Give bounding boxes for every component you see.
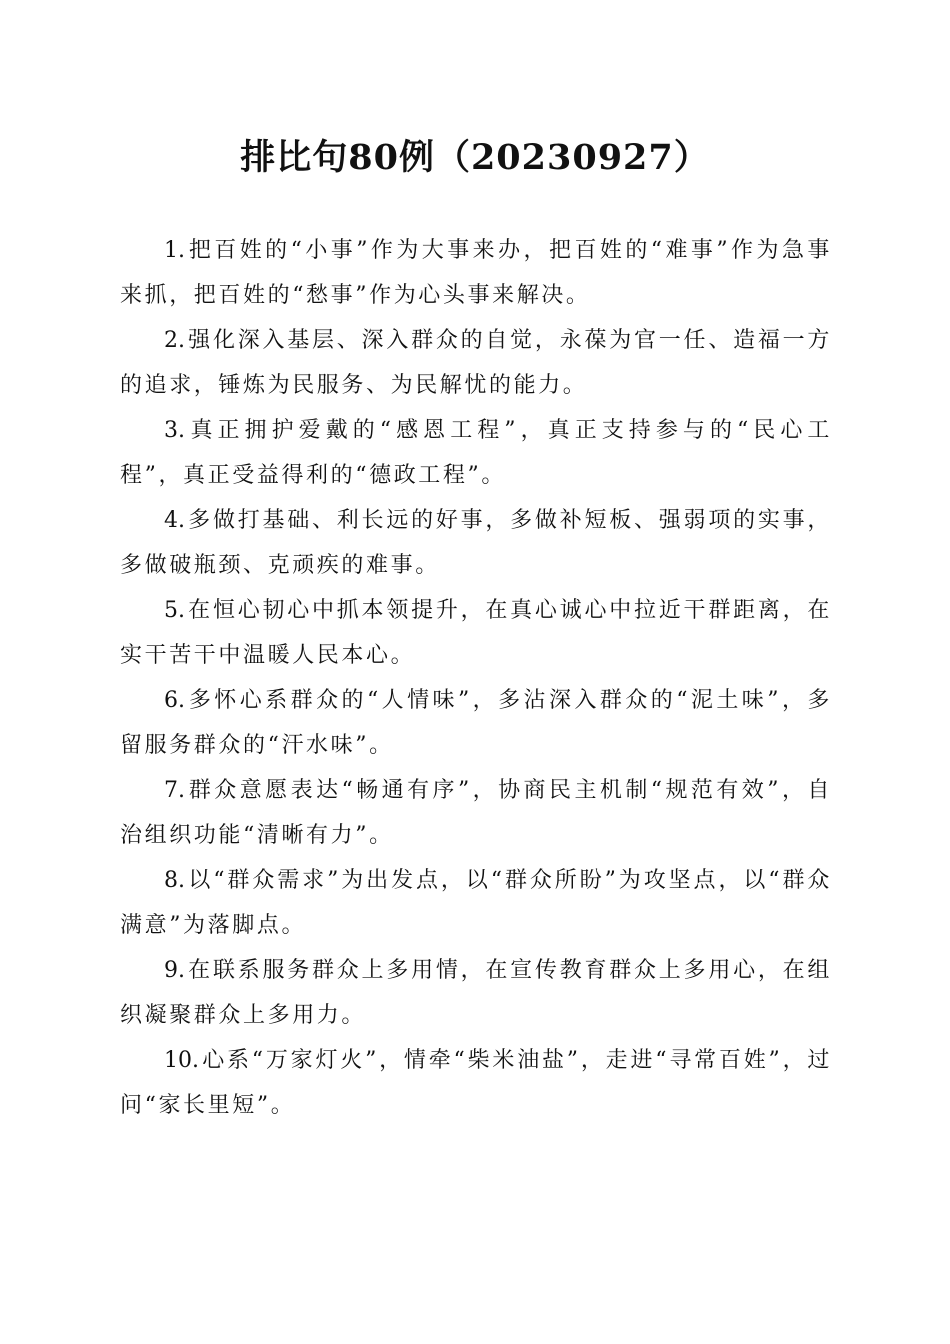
paragraph [120,498,832,588]
paragraph [120,318,832,408]
paragraph [120,858,832,948]
paragraph [120,588,832,678]
paragraph-number: 2. [164,328,185,353]
paragraph-number: 3. [164,418,185,443]
document-title: 排比句80例（20230927） [240,137,710,178]
document-body [120,228,832,1128]
paragraph-text: 把百姓的“小事”作为大事来办，把百姓的“难事”作为急事来抓，把百姓的“愁事”作为心头事来解决。 [120,238,832,308]
paragraph-number: 8. [164,868,185,893]
paragraph [120,678,832,768]
paragraph [120,1038,832,1128]
paragraph-text: 强化深入基层、深入群众的自觉，永葆为官一任、造福一方的追求，锤炼为民服务、为民解忧的能力。 [120,328,832,398]
paragraph-number: 10. [164,1048,199,1073]
paragraph [120,768,832,858]
paragraph-number: 6. [164,688,185,713]
paragraph [120,228,832,318]
paragraph-number: 4. [164,508,185,533]
paragraph-text: 真正拥护爱戴的“感恩工程”，真正支持参与的“民心工程”，真正受益得利的“德政工程”。 [120,418,832,488]
paragraph [120,948,832,1038]
paragraph-number: 7. [164,778,185,803]
paragraph-text: 多做打基础、利长远的好事，多做补短板、强弱项的实事，多做破瓶颈、克顽疾的难事。 [120,508,832,578]
paragraph-number: 9. [164,958,185,983]
paragraph [120,408,832,498]
paragraph-text: 群众意愿表达“畅通有序”，协商民主机制“规范有效”，自治组织功能“清晰有力”。 [120,778,832,848]
paragraph-text: 心系“万家灯火”，情牵“柴米油盐”，走进“寻常百姓”，过问“家长里短”。 [120,1048,832,1118]
paragraph-text: 多怀心系群众的“人情味”，多沾深入群众的“泥土味”，多留服务群众的“汗水味”。 [120,688,832,758]
paragraph-number: 5. [164,598,185,623]
paragraph-text: 以“群众需求”为出发点，以“群众所盼”为攻坚点，以“群众满意”为落脚点。 [120,868,832,938]
paragraph-number: 1. [164,238,185,263]
paragraph-text: 在联系服务群众上多用情，在宣传教育群众上多用心，在组织凝聚群众上多用力。 [120,958,832,1028]
paragraph-text: 在恒心韧心中抓本领提升，在真心诚心中拉近干群距离，在实干苦干中温暖人民本心。 [120,598,832,668]
